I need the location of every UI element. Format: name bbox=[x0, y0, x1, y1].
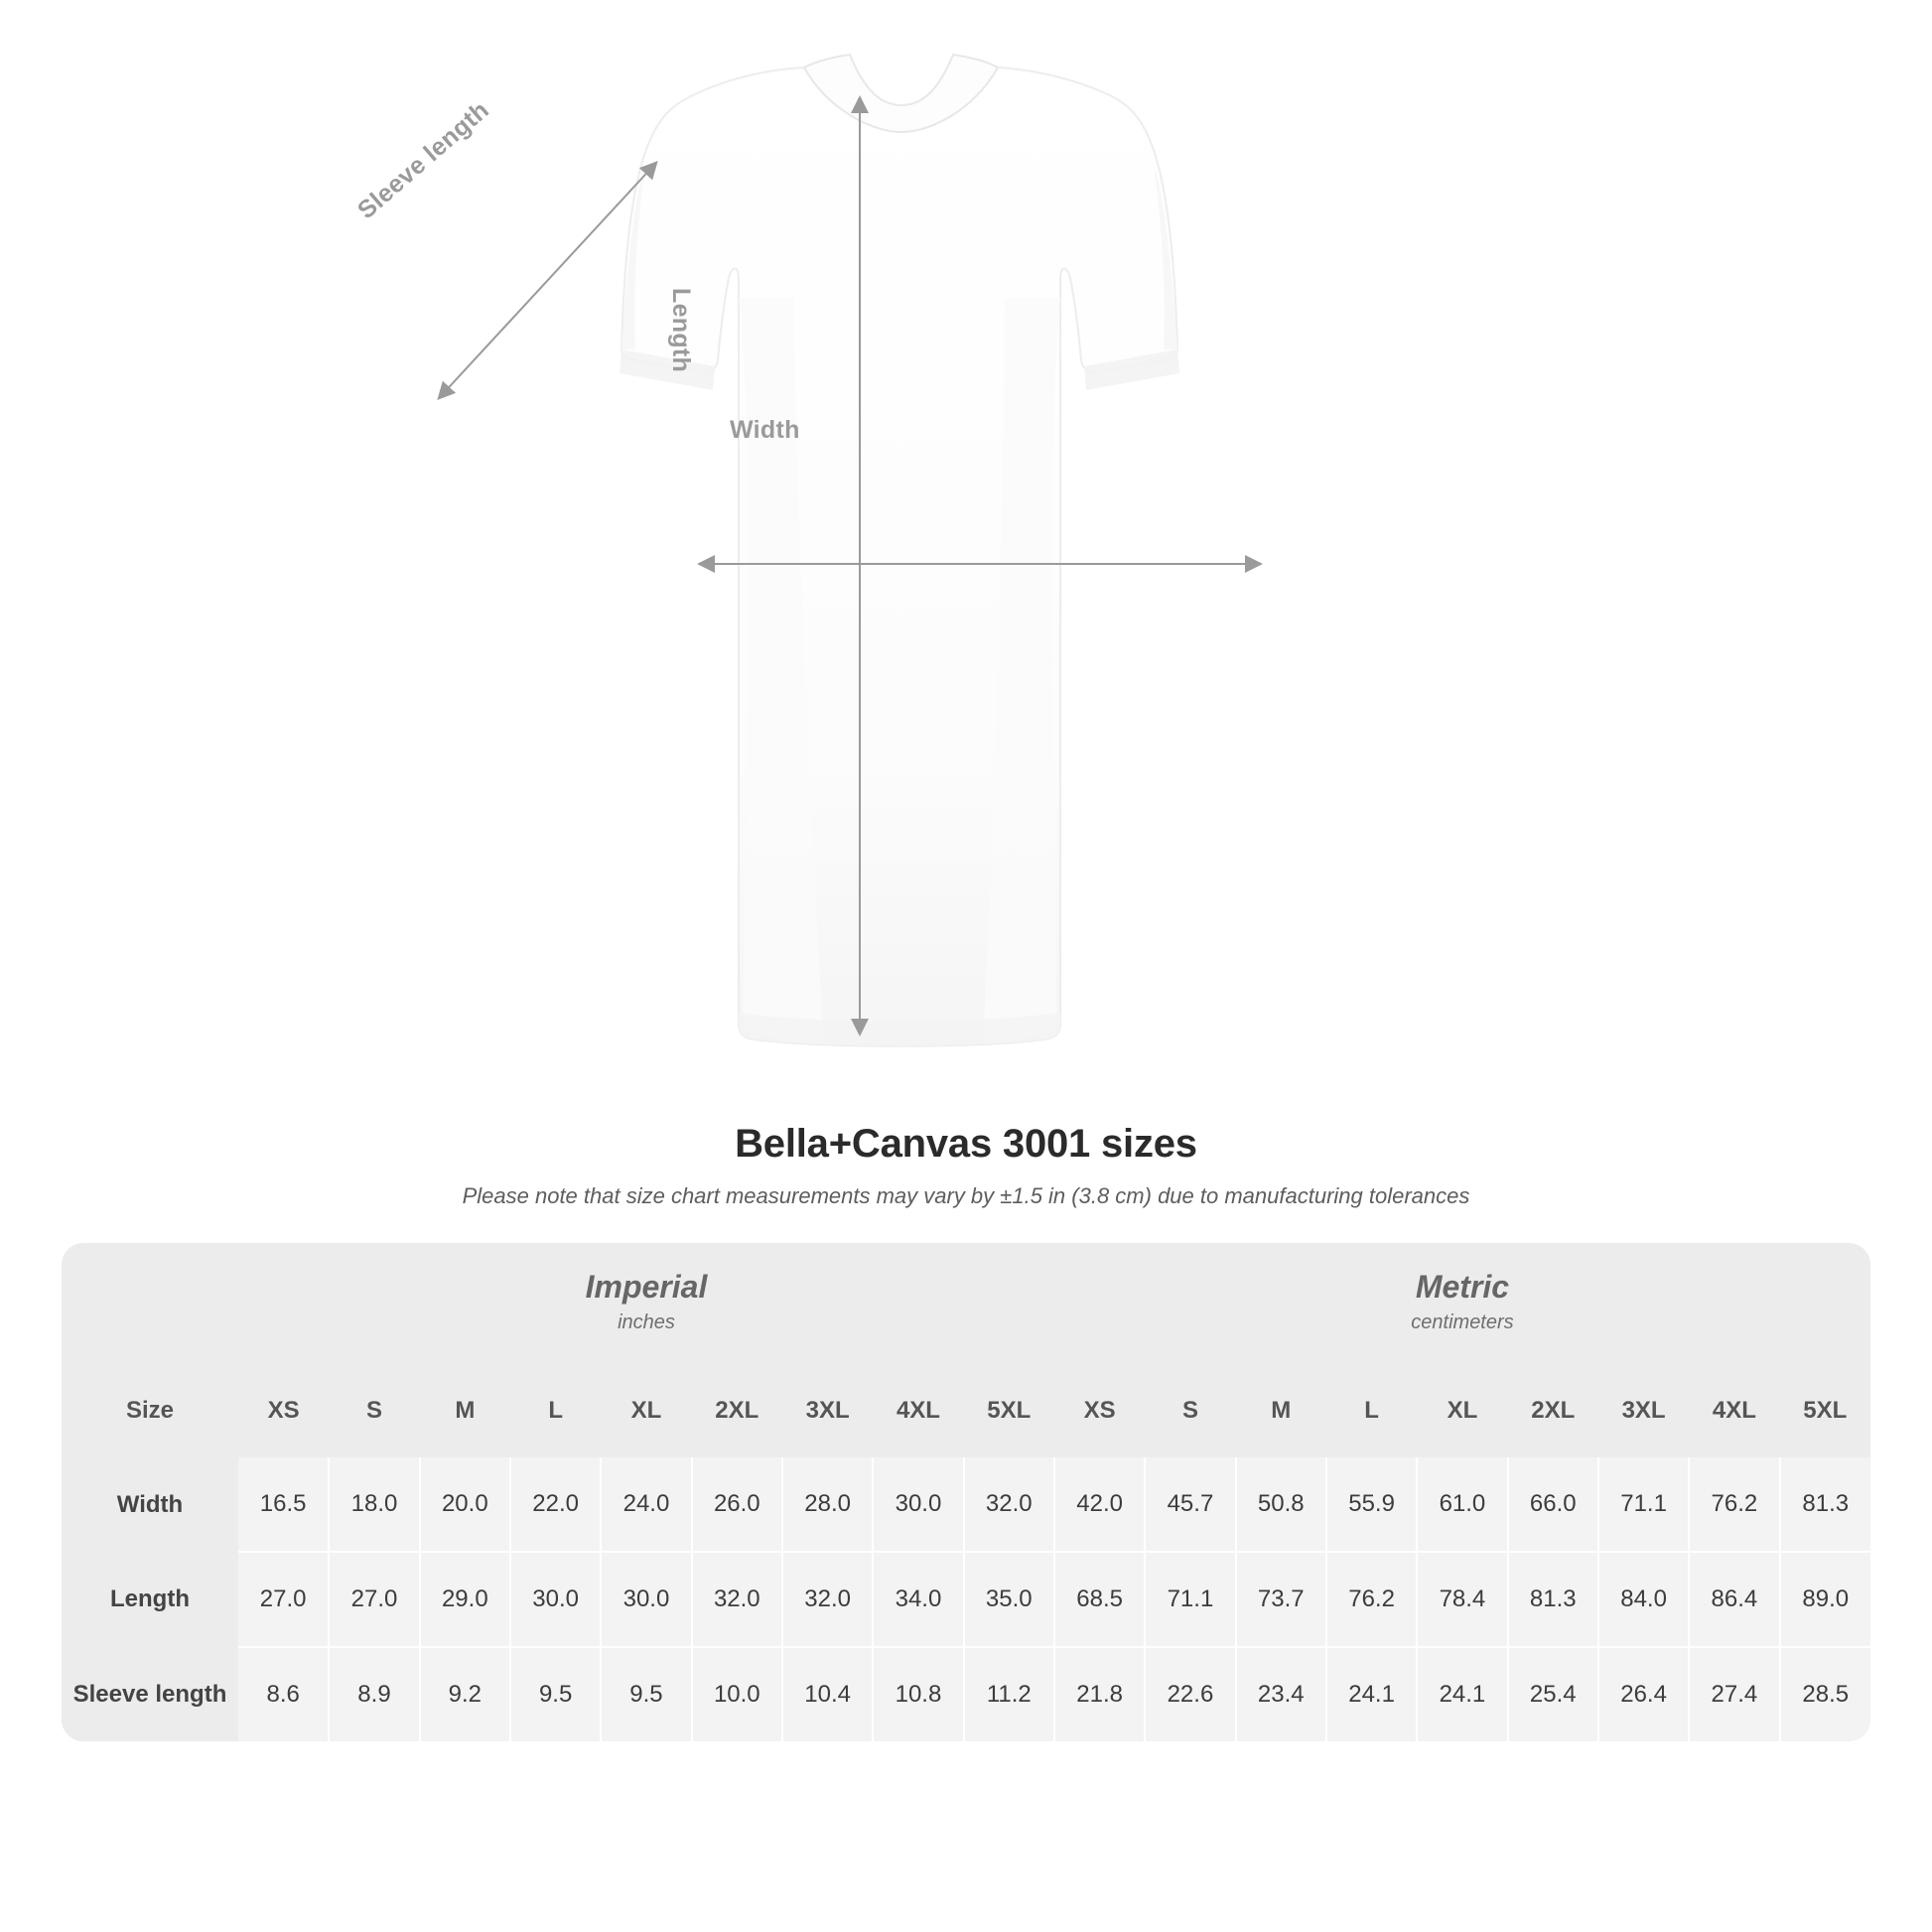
unit-name: Imperial bbox=[585, 1269, 708, 1305]
cell-length-metric-m: 73.7 bbox=[1236, 1552, 1326, 1647]
column-header-size: Size bbox=[62, 1364, 238, 1457]
cell-sleeve-length-metric-xl: 24.1 bbox=[1417, 1647, 1507, 1741]
column-header-size-m-metric: M bbox=[1236, 1364, 1326, 1457]
row-label-length: Length bbox=[62, 1552, 238, 1647]
cell-length-imperial-l: 30.0 bbox=[510, 1552, 601, 1647]
sleeve-length-label: Sleeve length bbox=[352, 95, 494, 225]
cell-sleeve-length-imperial-3xl: 10.4 bbox=[782, 1647, 873, 1741]
column-header-size-5xl-imperial: 5XL bbox=[964, 1364, 1054, 1457]
column-header-size-3xl-imperial: 3XL bbox=[782, 1364, 873, 1457]
column-header-size-m-imperial: M bbox=[420, 1364, 510, 1457]
table-row bbox=[62, 1647, 1870, 1741]
cell-sleeve-length-imperial-2xl: 10.0 bbox=[692, 1647, 782, 1741]
cell-width-metric-s: 45.7 bbox=[1145, 1457, 1235, 1552]
cell-length-metric-2xl: 81.3 bbox=[1508, 1552, 1598, 1647]
cell-width-metric-m: 50.8 bbox=[1236, 1457, 1326, 1552]
cell-length-imperial-xs: 27.0 bbox=[238, 1552, 329, 1647]
cell-sleeve-length-metric-3xl: 26.4 bbox=[1598, 1647, 1689, 1741]
cell-length-metric-3xl: 84.0 bbox=[1598, 1552, 1689, 1647]
cell-width-metric-l: 55.9 bbox=[1326, 1457, 1417, 1552]
cell-length-imperial-2xl: 32.0 bbox=[692, 1552, 782, 1647]
column-header-size-xs-imperial: XS bbox=[238, 1364, 329, 1457]
cell-width-imperial-2xl: 26.0 bbox=[692, 1457, 782, 1552]
cell-length-metric-l: 76.2 bbox=[1326, 1552, 1417, 1647]
column-header-size-s-imperial: S bbox=[329, 1364, 419, 1457]
column-header-size-l-metric: L bbox=[1326, 1364, 1417, 1457]
row-label-sleeve-length: Sleeve length bbox=[62, 1647, 238, 1741]
cell-width-imperial-xl: 24.0 bbox=[601, 1457, 691, 1552]
cell-length-metric-4xl: 86.4 bbox=[1689, 1552, 1779, 1647]
cell-sleeve-length-metric-4xl: 27.4 bbox=[1689, 1647, 1779, 1741]
tolerance-note: Please note that size chart measurements may vary by ±1.5 in (3.8 cm) due to manufacturing tolerances bbox=[462, 1183, 1470, 1208]
cell-length-metric-xs: 68.5 bbox=[1054, 1552, 1145, 1647]
unit-header-imperial bbox=[238, 1243, 1054, 1364]
cell-length-imperial-s: 27.0 bbox=[329, 1552, 419, 1647]
unit-header-metric bbox=[1054, 1243, 1870, 1364]
cell-width-imperial-s: 18.0 bbox=[329, 1457, 419, 1552]
cell-sleeve-length-imperial-xs: 8.6 bbox=[238, 1647, 329, 1741]
size-table-container bbox=[62, 1243, 1870, 1741]
cell-length-imperial-5xl: 35.0 bbox=[964, 1552, 1054, 1647]
unit-name: Metric bbox=[1415, 1269, 1510, 1305]
cell-length-metric-xl: 78.4 bbox=[1417, 1552, 1507, 1647]
cell-width-metric-4xl: 76.2 bbox=[1689, 1457, 1779, 1552]
cell-length-metric-s: 71.1 bbox=[1145, 1552, 1235, 1647]
unit-header-spacer bbox=[62, 1243, 238, 1364]
chart-heading-block bbox=[0, 1122, 1932, 1209]
cell-sleeve-length-imperial-4xl: 10.8 bbox=[873, 1647, 963, 1741]
cell-width-metric-xl: 61.0 bbox=[1417, 1457, 1507, 1552]
column-header-size-4xl-metric: 4XL bbox=[1689, 1364, 1779, 1457]
cell-width-metric-3xl: 71.1 bbox=[1598, 1457, 1689, 1552]
cell-sleeve-length-metric-s: 22.6 bbox=[1145, 1647, 1235, 1741]
cell-width-imperial-xs: 16.5 bbox=[238, 1457, 329, 1552]
cell-sleeve-length-imperial-s: 8.9 bbox=[329, 1647, 419, 1741]
cell-sleeve-length-metric-xs: 21.8 bbox=[1054, 1647, 1145, 1741]
cell-width-metric-5xl: 81.3 bbox=[1780, 1457, 1870, 1552]
row-label-width: Width bbox=[62, 1457, 238, 1552]
column-header-size-3xl-metric: 3XL bbox=[1598, 1364, 1689, 1457]
unit-subtitle: inches bbox=[618, 1311, 675, 1333]
column-header-size-l-imperial: L bbox=[510, 1364, 601, 1457]
column-header-size-2xl-metric: 2XL bbox=[1508, 1364, 1598, 1457]
column-header-size-xl-imperial: XL bbox=[601, 1364, 691, 1457]
page-title: Bella+Canvas 3001 sizes bbox=[735, 1122, 1197, 1166]
cell-sleeve-length-imperial-xl: 9.5 bbox=[601, 1647, 691, 1741]
cell-sleeve-length-imperial-m: 9.2 bbox=[420, 1647, 510, 1741]
column-header-size-4xl-imperial: 4XL bbox=[873, 1364, 963, 1457]
unit-subtitle: centimeters bbox=[1411, 1311, 1514, 1333]
cell-sleeve-length-imperial-5xl: 11.2 bbox=[964, 1647, 1054, 1741]
column-header-size-xs-metric: XS bbox=[1054, 1364, 1145, 1457]
cell-sleeve-length-metric-5xl: 28.5 bbox=[1780, 1647, 1870, 1741]
table-unit-header-row bbox=[62, 1243, 1870, 1364]
table-row bbox=[62, 1457, 1870, 1552]
cell-sleeve-length-metric-l: 24.1 bbox=[1326, 1647, 1417, 1741]
cell-width-imperial-5xl: 32.0 bbox=[964, 1457, 1054, 1552]
column-header-size-xl-metric: XL bbox=[1417, 1364, 1507, 1457]
cell-width-imperial-m: 20.0 bbox=[420, 1457, 510, 1552]
cell-sleeve-length-metric-m: 23.4 bbox=[1236, 1647, 1326, 1741]
cell-length-imperial-4xl: 34.0 bbox=[873, 1552, 963, 1647]
width-label: Width bbox=[730, 416, 800, 444]
column-header-size-s-metric: S bbox=[1145, 1364, 1235, 1457]
cell-length-metric-5xl: 89.0 bbox=[1780, 1552, 1870, 1647]
tshirt-shape bbox=[620, 55, 1179, 1046]
size-table bbox=[62, 1243, 1870, 1741]
cell-width-imperial-4xl: 30.0 bbox=[873, 1457, 963, 1552]
column-header-size-2xl-imperial: 2XL bbox=[692, 1364, 782, 1457]
cell-width-imperial-3xl: 28.0 bbox=[782, 1457, 873, 1552]
cell-width-imperial-l: 22.0 bbox=[510, 1457, 601, 1552]
table-size-header-row bbox=[62, 1364, 1870, 1457]
cell-length-imperial-3xl: 32.0 bbox=[782, 1552, 873, 1647]
table-row bbox=[62, 1552, 1870, 1647]
column-header-size-5xl-metric: 5XL bbox=[1780, 1364, 1870, 1457]
cell-width-metric-2xl: 66.0 bbox=[1508, 1457, 1598, 1552]
cell-sleeve-length-metric-2xl: 25.4 bbox=[1508, 1647, 1598, 1741]
cell-length-imperial-m: 29.0 bbox=[420, 1552, 510, 1647]
length-label: Length bbox=[667, 288, 695, 373]
cell-width-metric-xs: 42.0 bbox=[1054, 1457, 1145, 1552]
cell-sleeve-length-imperial-l: 9.5 bbox=[510, 1647, 601, 1741]
cell-length-imperial-xl: 30.0 bbox=[601, 1552, 691, 1647]
